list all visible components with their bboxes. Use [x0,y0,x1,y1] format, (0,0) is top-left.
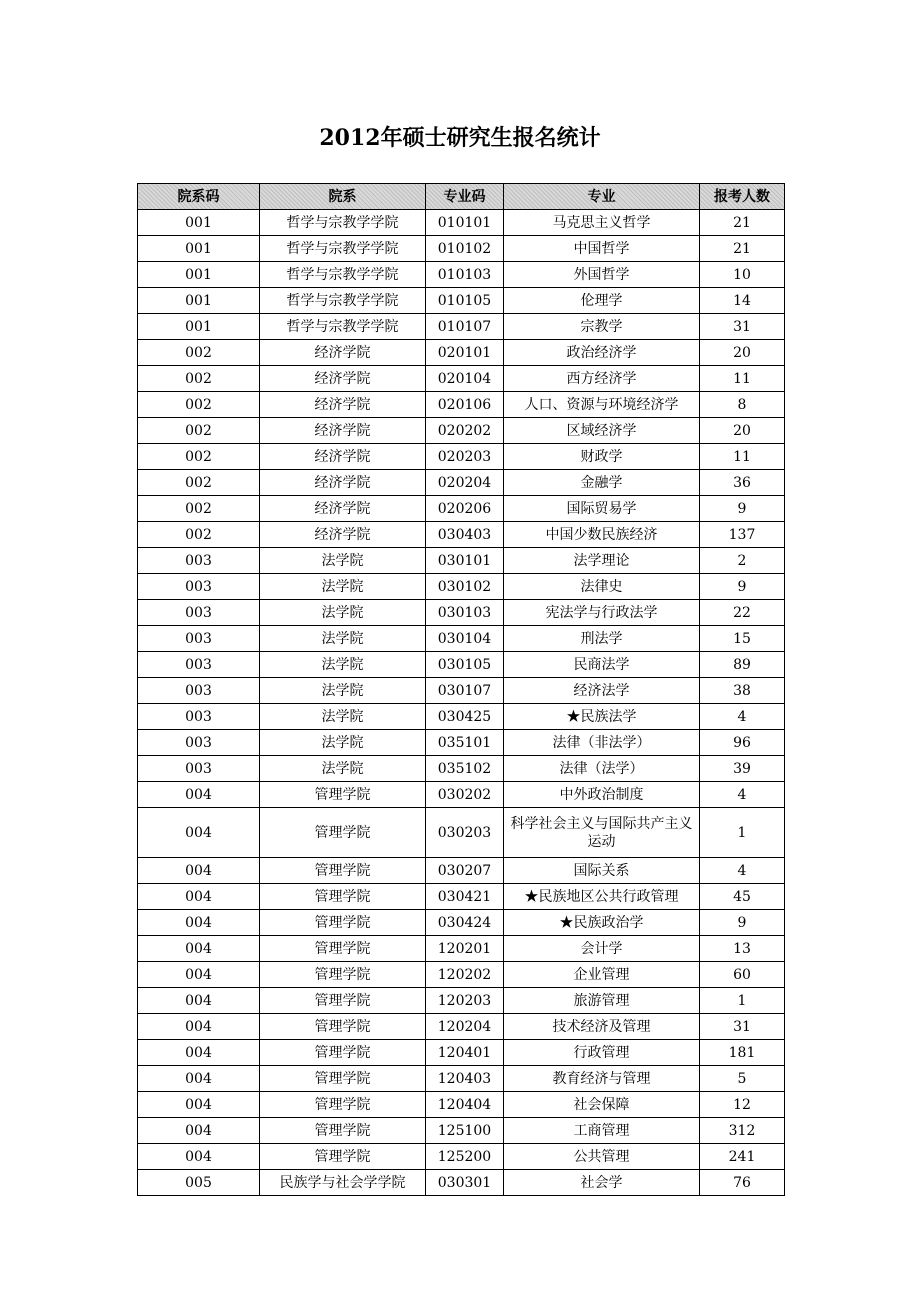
applicants-cell: 13 [700,936,785,962]
major-cell: 经济法学 [504,678,700,704]
dept-code-cell: 001 [138,236,260,262]
major-cell: 民商法学 [504,652,700,678]
dept-cell: 管理学院 [260,884,426,910]
applicants-cell: 312 [700,1118,785,1144]
header-dept: 院系 [260,184,426,210]
table-row [138,782,785,808]
table-row [138,730,785,756]
table-row [138,496,785,522]
table-row [138,574,785,600]
dept-code-cell: 002 [138,340,260,366]
major-code-cell: 020104 [426,366,504,392]
major-code-cell: 120204 [426,1014,504,1040]
dept-cell: 管理学院 [260,808,426,858]
dept-cell: 经济学院 [260,444,426,470]
applicants-cell: 9 [700,574,785,600]
major-cell: 刑法学 [504,626,700,652]
major-cell: 社会保障 [504,1092,700,1118]
major-code-cell: 020101 [426,340,504,366]
dept-cell: 管理学院 [260,910,426,936]
dept-cell: 管理学院 [260,1014,426,1040]
major-code-cell: 120201 [426,936,504,962]
major-code-cell: 125100 [426,1118,504,1144]
major-cell: 宗教学 [504,314,700,340]
applicants-cell: 12 [700,1092,785,1118]
table-row [138,236,785,262]
dept-cell: 管理学院 [260,1144,426,1170]
major-cell: 法律（非法学） [504,730,700,756]
major-cell: 工商管理 [504,1118,700,1144]
major-cell: 企业管理 [504,962,700,988]
dept-code-cell: 004 [138,1014,260,1040]
table-row [138,1144,785,1170]
dept-code-cell: 004 [138,910,260,936]
header-row [138,184,785,210]
dept-cell: 民族学与社会学学院 [260,1170,426,1196]
applicants-cell: 14 [700,288,785,314]
dept-code-cell: 003 [138,730,260,756]
applicants-cell: 11 [700,366,785,392]
dept-cell: 经济学院 [260,392,426,418]
dept-code-cell: 002 [138,392,260,418]
major-code-cell: 020206 [426,496,504,522]
table-row [138,884,785,910]
table-row [138,470,785,496]
major-code-cell: 010105 [426,288,504,314]
dept-cell: 哲学与宗教学学院 [260,236,426,262]
dept-cell: 管理学院 [260,962,426,988]
applicants-cell: 38 [700,678,785,704]
major-cell: 马克思主义哲学 [504,210,700,236]
table-row [138,704,785,730]
major-cell: 区域经济学 [504,418,700,444]
dept-code-cell: 003 [138,678,260,704]
major-code-cell: 030101 [426,548,504,574]
applicants-cell: 1 [700,808,785,858]
dept-cell: 法学院 [260,678,426,704]
dept-code-cell: 004 [138,988,260,1014]
dept-cell: 哲学与宗教学学院 [260,314,426,340]
applicants-cell: 10 [700,262,785,288]
table-row [138,1066,785,1092]
dept-code-cell: 004 [138,936,260,962]
applicants-cell: 4 [700,782,785,808]
dept-code-cell: 002 [138,470,260,496]
major-code-cell: 010103 [426,262,504,288]
dept-code-cell: 002 [138,496,260,522]
dept-cell: 法学院 [260,756,426,782]
dept-code-cell: 001 [138,210,260,236]
dept-code-cell: 003 [138,756,260,782]
applicants-cell: 15 [700,626,785,652]
major-code-cell: 035101 [426,730,504,756]
major-cell: 法律史 [504,574,700,600]
table-row [138,626,785,652]
major-code-cell: 030301 [426,1170,504,1196]
applicants-cell: 60 [700,962,785,988]
dept-cell: 法学院 [260,626,426,652]
table-row [138,1170,785,1196]
dept-cell: 哲学与宗教学学院 [260,210,426,236]
applicants-cell: 137 [700,522,785,548]
dept-code-cell: 004 [138,808,260,858]
dept-cell: 管理学院 [260,782,426,808]
major-cell: ★民族地区公共行政管理 [504,884,700,910]
applicants-cell: 8 [700,392,785,418]
dept-cell: 法学院 [260,600,426,626]
applicants-cell: 89 [700,652,785,678]
major-code-cell: 030425 [426,704,504,730]
applicants-cell: 1 [700,988,785,1014]
dept-cell: 经济学院 [260,496,426,522]
table-row [138,910,785,936]
major-code-cell: 030403 [426,522,504,548]
header-major-code: 专业码 [426,184,504,210]
applicants-cell: 45 [700,884,785,910]
dept-cell: 经济学院 [260,418,426,444]
table-row [138,1014,785,1040]
applicants-cell: 20 [700,340,785,366]
major-cell: 法学理论 [504,548,700,574]
table-row [138,418,785,444]
dept-cell: 管理学院 [260,858,426,884]
dept-code-cell: 003 [138,704,260,730]
major-cell: ★民族法学 [504,704,700,730]
header-major: 专业 [504,184,700,210]
applicants-cell: 181 [700,1040,785,1066]
dept-cell: 法学院 [260,652,426,678]
applicants-cell: 241 [700,1144,785,1170]
table-row [138,600,785,626]
table-row [138,340,785,366]
table-row [138,652,785,678]
major-code-cell: 120203 [426,988,504,1014]
dept-cell: 管理学院 [260,988,426,1014]
applicants-cell: 36 [700,470,785,496]
major-cell: 旅游管理 [504,988,700,1014]
major-code-cell: 035102 [426,756,504,782]
dept-cell: 法学院 [260,548,426,574]
major-code-cell: 030203 [426,808,504,858]
table-row [138,522,785,548]
table-row [138,1118,785,1144]
major-code-cell: 120202 [426,962,504,988]
major-code-cell: 020204 [426,470,504,496]
major-cell: 法律（法学） [504,756,700,782]
dept-code-cell: 003 [138,574,260,600]
table-row [138,962,785,988]
applicants-cell: 76 [700,1170,785,1196]
major-code-cell: 125200 [426,1144,504,1170]
major-cell: 西方经济学 [504,366,700,392]
major-code-cell: 030207 [426,858,504,884]
applicants-cell: 9 [700,910,785,936]
major-code-cell: 030107 [426,678,504,704]
dept-code-cell: 004 [138,962,260,988]
dept-cell: 法学院 [260,574,426,600]
dept-cell: 法学院 [260,704,426,730]
dept-code-cell: 004 [138,884,260,910]
dept-code-cell: 002 [138,444,260,470]
dept-cell: 管理学院 [260,1118,426,1144]
header-dept-code: 院系码 [138,184,260,210]
applicants-cell: 96 [700,730,785,756]
dept-cell: 经济学院 [260,366,426,392]
major-cell: 政治经济学 [504,340,700,366]
dept-code-cell: 003 [138,652,260,678]
major-code-cell: 120404 [426,1092,504,1118]
dept-code-cell: 004 [138,1118,260,1144]
major-code-cell: 030424 [426,910,504,936]
major-code-cell: 020202 [426,418,504,444]
major-cell: 技术经济及管理 [504,1014,700,1040]
major-code-cell: 030202 [426,782,504,808]
table-row [138,366,785,392]
table-row [138,314,785,340]
applicants-cell: 21 [700,210,785,236]
dept-cell: 管理学院 [260,1092,426,1118]
applicants-cell: 20 [700,418,785,444]
major-cell: 社会学 [504,1170,700,1196]
major-code-cell: 010102 [426,236,504,262]
major-code-cell: 020203 [426,444,504,470]
table-body [138,210,785,1196]
major-cell: 中外政治制度 [504,782,700,808]
applicants-cell: 9 [700,496,785,522]
dept-cell: 管理学院 [260,1040,426,1066]
applicants-cell: 31 [700,1014,785,1040]
applicants-cell: 31 [700,314,785,340]
dept-cell: 哲学与宗教学学院 [260,262,426,288]
major-code-cell: 120401 [426,1040,504,1066]
table-row [138,1040,785,1066]
major-cell: 财政学 [504,444,700,470]
major-cell: 中国少数民族经济 [504,522,700,548]
major-cell: 中国哲学 [504,236,700,262]
major-cell: 伦理学 [504,288,700,314]
dept-cell: 法学院 [260,730,426,756]
page-title: 2012年硕士研究生报名统计 [319,125,601,151]
major-cell: 国际关系 [504,858,700,884]
dept-code-cell: 004 [138,1066,260,1092]
applicants-cell: 39 [700,756,785,782]
dept-cell: 经济学院 [260,340,426,366]
table-row [138,1092,785,1118]
table-row [138,262,785,288]
table-row [138,808,785,858]
major-code-cell: 030103 [426,600,504,626]
dept-code-cell: 003 [138,548,260,574]
table-row [138,288,785,314]
major-code-cell: 010101 [426,210,504,236]
dept-code-cell: 002 [138,522,260,548]
major-cell: 科学社会主义与国际共产主义运动 [504,808,700,858]
applicants-cell: 5 [700,1066,785,1092]
major-cell: 金融学 [504,470,700,496]
table-row [138,444,785,470]
table-row [138,210,785,236]
major-cell: 教育经济与管理 [504,1066,700,1092]
table-row [138,858,785,884]
major-code-cell: 030421 [426,884,504,910]
dept-code-cell: 005 [138,1170,260,1196]
major-code-cell: 010107 [426,314,504,340]
dept-code-cell: 003 [138,600,260,626]
dept-code-cell: 004 [138,858,260,884]
applicants-cell: 4 [700,858,785,884]
applicants-cell: 21 [700,236,785,262]
table-row [138,678,785,704]
major-code-cell: 120403 [426,1066,504,1092]
dept-code-cell: 004 [138,1040,260,1066]
major-cell: 宪法学与行政法学 [504,600,700,626]
applicants-cell: 22 [700,600,785,626]
applicants-cell: 4 [700,704,785,730]
dept-cell: 经济学院 [260,522,426,548]
dept-code-cell: 004 [138,1092,260,1118]
major-cell: 行政管理 [504,1040,700,1066]
table-row [138,392,785,418]
major-cell: 外国哲学 [504,262,700,288]
major-cell: 国际贸易学 [504,496,700,522]
major-code-cell: 030104 [426,626,504,652]
dept-code-cell: 003 [138,626,260,652]
table-row [138,936,785,962]
major-code-cell: 030105 [426,652,504,678]
dept-cell: 管理学院 [260,1066,426,1092]
table-row [138,988,785,1014]
major-code-cell: 020106 [426,392,504,418]
major-cell: 公共管理 [504,1144,700,1170]
dept-code-cell: 002 [138,366,260,392]
dept-code-cell: 004 [138,1144,260,1170]
table-row [138,548,785,574]
dept-cell: 管理学院 [260,936,426,962]
header-applicants: 报考人数 [700,184,785,210]
dept-cell: 经济学院 [260,470,426,496]
major-code-cell: 030102 [426,574,504,600]
applicants-cell: 2 [700,548,785,574]
applicants-cell: 11 [700,444,785,470]
dept-code-cell: 004 [138,782,260,808]
major-cell: ★民族政治学 [504,910,700,936]
dept-code-cell: 001 [138,288,260,314]
dept-code-cell: 001 [138,262,260,288]
table-row [138,756,785,782]
major-cell: 人口、资源与环境经济学 [504,392,700,418]
dept-cell: 哲学与宗教学学院 [260,288,426,314]
dept-code-cell: 001 [138,314,260,340]
registration-table [137,183,785,1196]
dept-code-cell: 002 [138,418,260,444]
major-cell: 会计学 [504,936,700,962]
